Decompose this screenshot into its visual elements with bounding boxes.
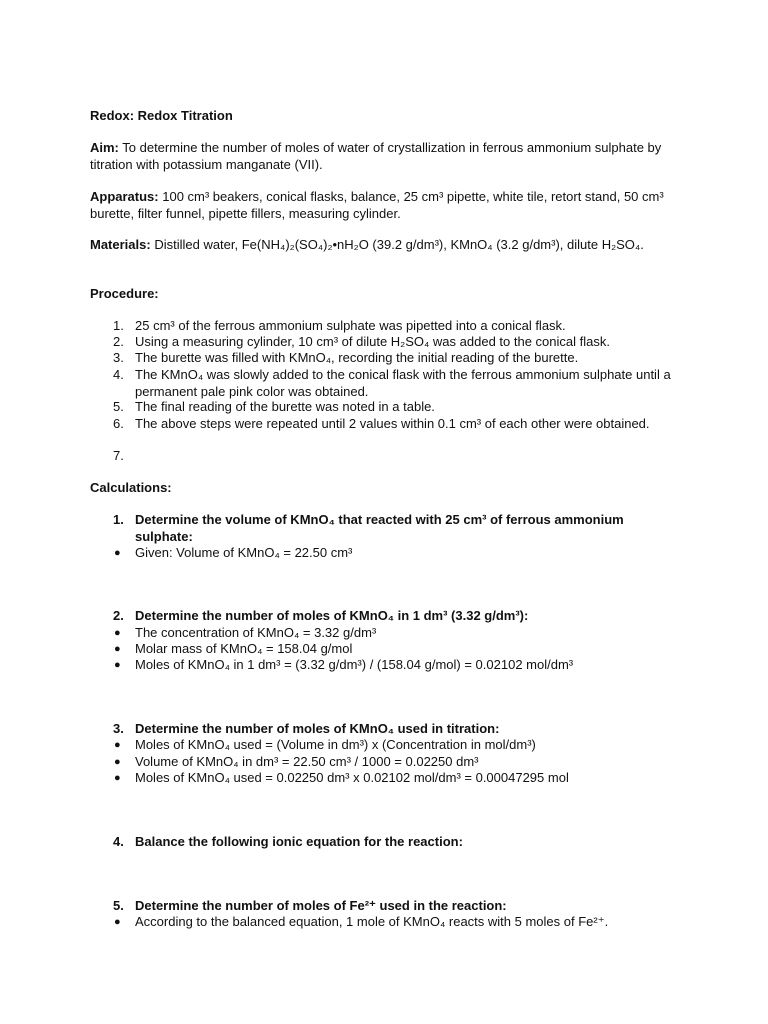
calc-number: 2. bbox=[113, 608, 124, 623]
bullet-icon: ● bbox=[114, 772, 121, 784]
bullet-text: Molar mass of KMnO₄ = 158.04 g/mol bbox=[135, 641, 353, 656]
materials-text: Distilled water, Fe(NH₄)₂(SO₄)₂•nH₂O (39.2 g/dm³), KMnO₄ (3.2 g/dm³), dilute H₂SO₄. bbox=[150, 237, 644, 252]
step-number: 2. bbox=[113, 334, 124, 349]
bullet-text: Moles of KMnO₄ used = (Volume in dm³) x (Concentration in mol/dm³) bbox=[135, 737, 536, 752]
step-number: 4. bbox=[113, 367, 124, 382]
calc-title: Determine the number of moles of KMnO₄ used in titration: bbox=[135, 721, 500, 736]
bullet-icon: ● bbox=[114, 659, 121, 671]
calc-number: 4. bbox=[113, 834, 124, 849]
bullet-text: Volume of KMnO₄ in dm³ = 22.50 cm³ / 1000 = 0.02250 dm³ bbox=[135, 754, 479, 769]
aim-paragraph bbox=[90, 140, 690, 173]
bullet-text: Moles of KMnO₄ in 1 dm³ = (3.32 g/dm³) / (158.04 g/mol) = 0.02102 mol/dm³ bbox=[135, 657, 574, 672]
step-text: The final reading of the burette was noted in a table. bbox=[135, 399, 435, 414]
step-text: 25 cm³ of the ferrous ammonium sulphate was pipetted into a conical flask. bbox=[135, 318, 566, 333]
calc-title: Balance the following ionic equation for the reaction: bbox=[135, 834, 463, 849]
step-number: 6. bbox=[113, 416, 124, 431]
bullet-text: According to the balanced equation, 1 mole of KMnO₄ reacts with 5 moles of Fe²⁺. bbox=[135, 914, 609, 929]
bullet-icon: ● bbox=[114, 739, 121, 751]
bullet-icon: ● bbox=[114, 916, 121, 928]
step-number: 1. bbox=[113, 318, 124, 333]
calc-number: 1. bbox=[113, 512, 124, 527]
materials-paragraph bbox=[90, 237, 690, 254]
bullet-icon: ● bbox=[114, 756, 121, 768]
page-title: Redox: Redox Titration bbox=[90, 108, 233, 123]
calculations-heading: Calculations: bbox=[90, 480, 172, 495]
aim-label: Aim: bbox=[90, 140, 119, 155]
bullet-text: Given: Volume of KMnO₄ = 22.50 cm³ bbox=[135, 545, 353, 560]
materials-label: Materials: bbox=[90, 237, 151, 252]
step-number: 7. bbox=[113, 448, 124, 463]
apparatus-label: Apparatus: bbox=[90, 189, 159, 204]
bullet-text: The concentration of KMnO₄ = 3.32 g/dm³ bbox=[135, 625, 377, 640]
apparatus-paragraph bbox=[90, 189, 690, 222]
step-text: The burette was filled with KMnO₄, recording the initial reading of the burette. bbox=[135, 350, 579, 365]
step-text: The KMnO₄ was slowly added to the conical flask with the ferrous ammonium sulphate until a permanent pale pink color was obtained. bbox=[135, 367, 671, 399]
aim-text: To determine the number of moles of water of crystallization in ferrous ammonium sulphate by titration with potassium manganate (VII). bbox=[90, 140, 662, 172]
bullet-text: Moles of KMnO₄ used = 0.02250 dm³ x 0.02102 mol/dm³ = 0.00047295 mol bbox=[135, 770, 569, 785]
bullet-icon: ● bbox=[114, 627, 121, 639]
procedure-heading: Procedure: bbox=[90, 286, 159, 301]
bullet-icon: ● bbox=[114, 643, 121, 655]
calc-title: Determine the volume of KMnO₄ that reacted with 25 cm³ of ferrous ammonium sulphate: bbox=[135, 512, 624, 544]
calc-number: 5. bbox=[113, 898, 124, 913]
calc-number: 3. bbox=[113, 721, 124, 736]
step-text: The above steps were repeated until 2 values within 0.1 cm³ of each other were obtained. bbox=[135, 416, 650, 431]
bullet-icon: ● bbox=[114, 547, 121, 559]
calc-title: Determine the number of moles of KMnO₄ in 1 dm³ (3.32 g/dm³): bbox=[135, 608, 529, 623]
step-number: 3. bbox=[113, 350, 124, 365]
step-text: Using a measuring cylinder, 10 cm³ of dilute H₂SO₄ was added to the conical flask. bbox=[135, 334, 610, 349]
apparatus-text: 100 cm³ beakers, conical flasks, balance, 25 cm³ pipette, white tile, retort stand, 50 cm³ burette, filter funnel, pipette fillers, measuring cylinder. bbox=[90, 189, 664, 221]
calc-title: Determine the number of moles of Fe²⁺ used in the reaction: bbox=[135, 898, 507, 913]
step-number: 5. bbox=[113, 399, 124, 414]
